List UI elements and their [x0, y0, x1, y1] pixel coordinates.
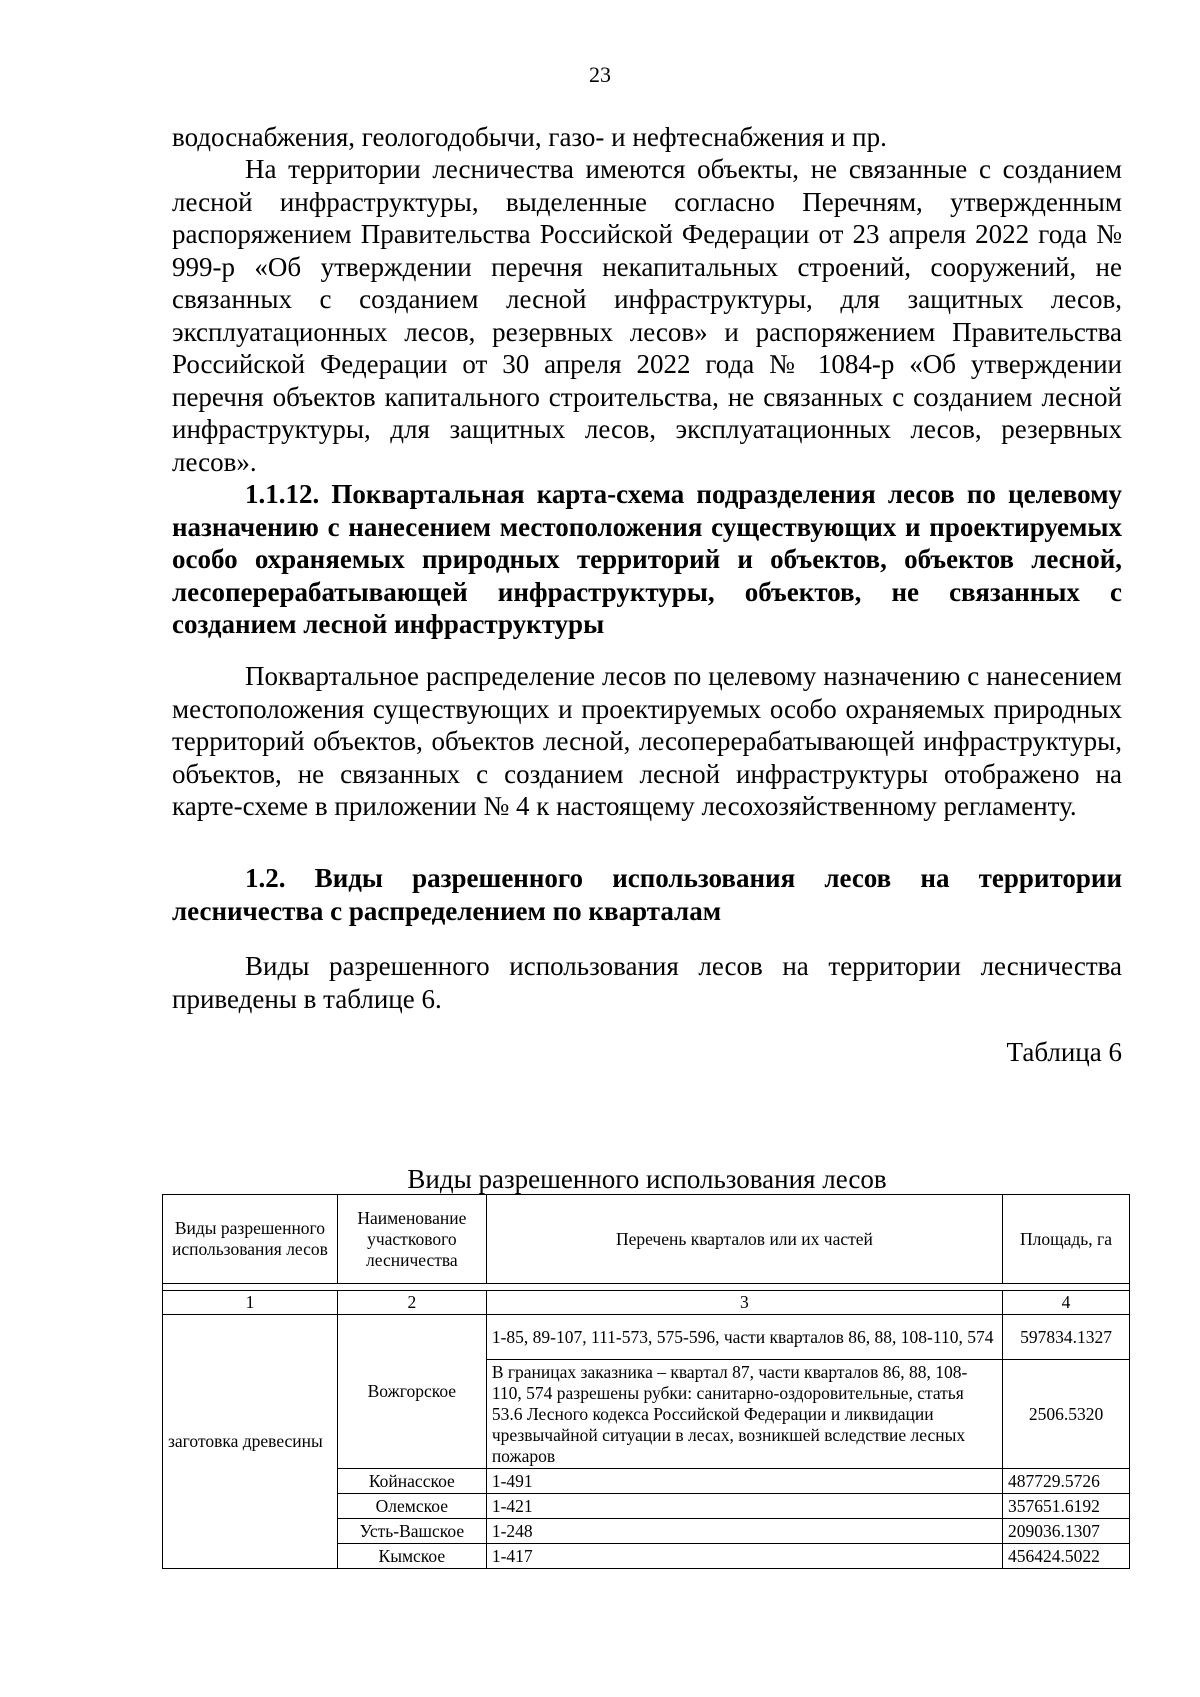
table-label: Таблица 6	[1006, 1037, 1122, 1067]
quarters-cell: 1-85, 89-107, 111-573, 575-596, части кварталов 86, 88, 108-110, 574	[486, 1315, 1002, 1360]
paragraph-continuation: водоснабжения, геологодобычи, газо- и нефтеснабжения и пр.	[172, 122, 887, 152]
district-cell: Олемское	[337, 1494, 486, 1519]
section-heading-1-2: 1.2. Виды разрешенного использования лесов на территории лесничества с распределением по кварталам	[172, 863, 1122, 926]
header-use-types: Виды разрешенного использования лесов	[163, 1195, 338, 1284]
area-cell: 456424.5022	[1003, 1544, 1130, 1569]
header-area: Площадь, га	[1003, 1195, 1130, 1284]
column-number: 3	[486, 1291, 1002, 1315]
table-spacer	[163, 1284, 1130, 1291]
quarters-cell: 1-491	[486, 1469, 1002, 1494]
table-row	[163, 1315, 1130, 1360]
page-number: 23	[589, 62, 611, 87]
header-district: Наименование участкового лесничества	[337, 1195, 486, 1284]
section-heading-1-1-12: 1.1.12. Поквартальная карта-схема подразделения лесов по целевому назначению с нанесением местоположения существующих и проектируемых особо охраняемых природных территорий и объектов, объектов лесной, лесоперерабатывающей инфраструктуры, объектов, не связанных с созданием лесной инфраструктуры	[172, 479, 1122, 639]
header-quarters: Перечень кварталов или их частей	[486, 1195, 1002, 1284]
quarters-cell: В границах заказника – квартал 87, части кварталов 86, 88, 108-110, 574 разрешены рубки: санитарно-оздоровительные, статья 53.6 Лесного кодекса Российской Федерации и ликвидации чрезвычайной ситуации в лесах, возникшей вследствие лесных пожаров	[486, 1360, 1002, 1469]
column-number: 4	[1003, 1291, 1130, 1315]
district-cell: Кымское	[337, 1544, 486, 1569]
district-cell: Койнасское	[337, 1469, 486, 1494]
area-cell: 357651.6192	[1003, 1494, 1130, 1519]
column-number: 2	[337, 1291, 486, 1315]
area-cell: 597834.1327	[1003, 1315, 1130, 1360]
table-title: Виды разрешенного использования лесов	[407, 1164, 887, 1194]
paragraph-non-forest-objects: На территории лесничества имеются объекты, не связанные с созданием лесной инфраструктуры, выделенные согласно Перечням, утвержденным распоряжением Правительства Российской Федерации от 23 апреля 2022 года № 999-р «Об утверждении перечня некапитальных строений, сооружений, не связанных с созданием лесной инфраструктуры, для защитных лесов, эксплуатационных лесов, резервных лесов» и распоряжением Правительства Российской Федерации от 30 апреля 2022 года № 1084-р «Об утверждении перечня объектов капитального строительства, не связанных с созданием лесной инфраструктуры, для защитных лесов, эксплуатационных лесов, резервных лесов».	[172, 154, 1122, 477]
paragraph-table-ref: Виды разрешенного использования лесов на территории лесничества приведены в таблице 6.	[172, 951, 1122, 1014]
area-cell: 487729.5726	[1003, 1469, 1130, 1494]
column-number-row	[163, 1291, 1130, 1315]
column-number: 1	[163, 1291, 338, 1315]
area-cell: 209036.1307	[1003, 1519, 1130, 1544]
paragraph-map-scheme: Поквартальное распределение лесов по целевому назначению с нанесением местоположения существующих и проектируемых особо охраняемых природных территорий объектов, объектов лесной, лесоперерабатывающей инфраструктуры, объектов, не связанных с созданием лесной инфраструктуры отображено на карте-схеме в приложении № 4 к настоящему лесохозяйственному регламенту.	[172, 661, 1122, 821]
area-cell: 2506.5320	[1003, 1360, 1130, 1469]
district-cell: Вожгорское	[337, 1315, 486, 1469]
quarters-cell: 1-417	[486, 1544, 1002, 1569]
table-header-row	[163, 1195, 1130, 1284]
district-cell: Усть-Вашское	[337, 1519, 486, 1544]
quarters-cell: 1-421	[486, 1494, 1002, 1519]
quarters-cell: 1-248	[486, 1519, 1002, 1544]
forest-use-table	[162, 1194, 1130, 1569]
use-type-cell: заготовка древесины	[163, 1315, 338, 1569]
